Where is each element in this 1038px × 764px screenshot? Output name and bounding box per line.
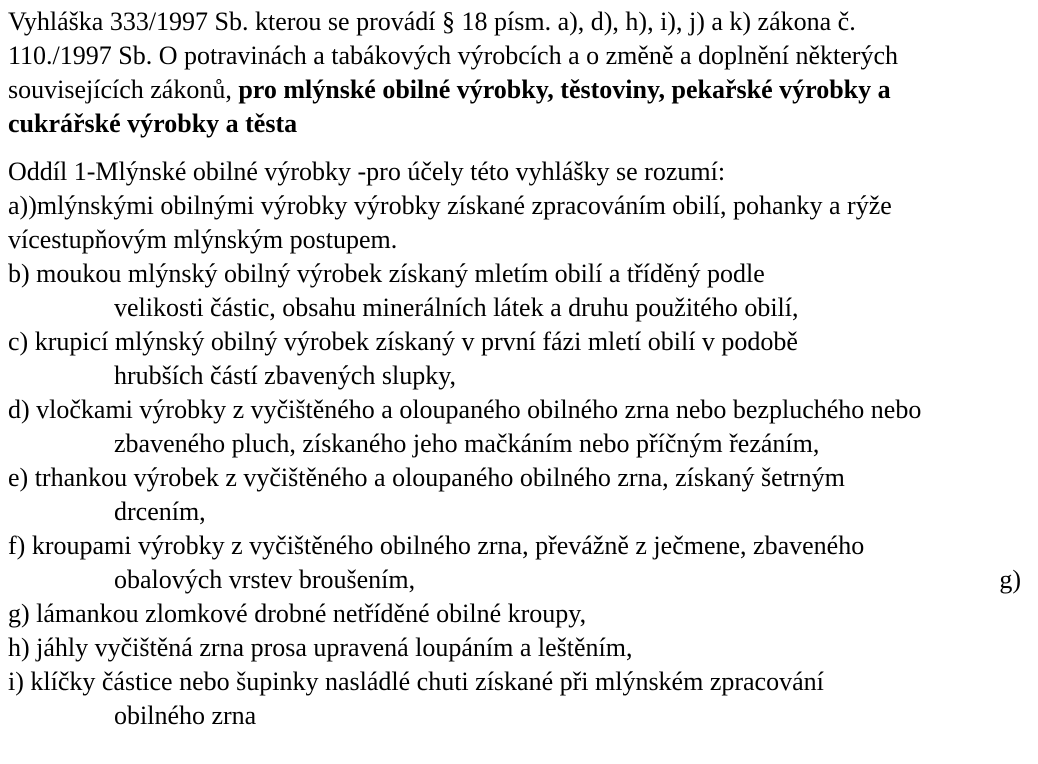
list-item-f: f) kroupami výrobky z vyčištěného obilného zrna, převážně z ječmene, zbaveného [8,531,865,560]
list-item-b-continuation: velikosti částic, obsahu minerálních látek a druhu použitého obilí, [114,293,799,322]
header-line-3-bold: pro mlýnské obilné výrobky, těstoviny, pekařské výrobky a [238,75,891,104]
paragraph-gap [8,141,1033,155]
list-item-i-continuation: obilného zrna [114,701,257,730]
section-heading: Oddíl 1-Mlýnské obilné výrobky -pro účely této vyhlášky se rozumí: [8,157,726,186]
list-item-d-continuation: zbaveného pluch, získaného jeho mačkáním nebo příčným řezáním, [114,429,820,458]
list-item-e: e) trhankou výrobek z vyčištěného a oloupaného obilného zrna, získaný šetrným [8,463,845,492]
list-item-f-continuation [8,563,1033,597]
list-item-f-continuation-text: obalových vrstev broušením, [114,565,416,594]
header-line-3 [8,73,1033,107]
list-item-d: d) vločkami výrobky z vyčištěného a oloupaného obilného zrna nebo bezpluchého nebo [8,395,922,424]
list-item-e-continuation: drcením, [114,497,206,526]
list-item-b: b) moukou mlýnský obilný výrobek získaný mletím obilí a tříděný podle [8,259,765,288]
list-item-a: a))mlýnskými obilnými výrobky výrobky získané zpracováním obilí, pohanky a rýže [8,191,892,220]
header-line-3-text: souvisejících zákonů, [8,75,239,104]
list-item-c-continuation: hrubších částí zbavených slupky, [114,361,456,390]
list-item-g: g) lámankou zlomkové drobné netříděné obilné kroupy, [8,599,587,628]
list-item-c: c) krupicí mlýnský obilný výrobek získaný v první fázi mletí obilí v podobě [8,327,798,356]
header-line-1: Vyhláška 333/1997 Sb. kterou se provádí § 18 písm. a), d), h), i), j) a k) zákona č. [8,7,856,36]
list-item-a-continuation: vícestupňovým mlýnským postupem. [8,225,398,254]
list-item-i: i) klíčky částice nebo šupinky nasládlé chuti získané při mlýnském zpracování [8,667,824,696]
header-line-4-bold: cukrářské výrobky a těsta [8,109,298,138]
document-page [8,5,1033,733]
stray-g-marker: g) [999,565,1021,594]
list-item-h: h) jáhly vyčištěná zrna prosa upravená loupáním a leštěním, [8,633,633,662]
header-line-2: 110./1997 Sb. O potravinách a tabákových výrobcích a o změně a doplnění některých [8,41,898,70]
header-line-4 [8,107,1033,141]
